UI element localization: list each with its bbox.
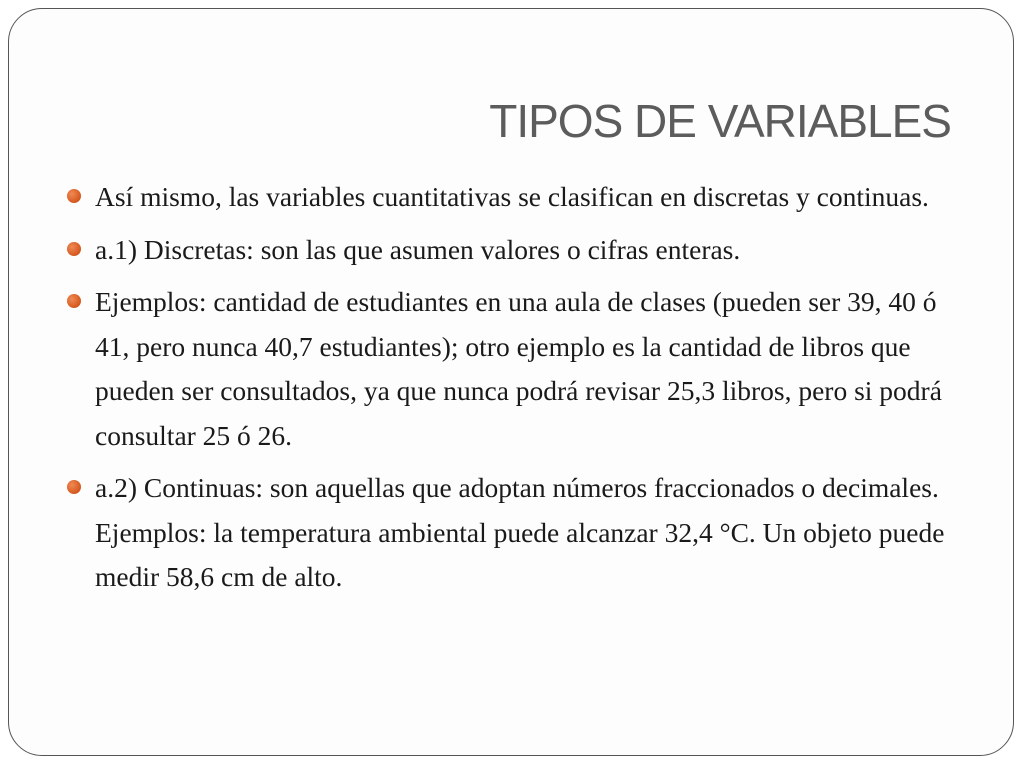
bullet-text: a.1) Discretas: son las que asumen valores o cifras enteras.	[95, 233, 741, 265]
bullet-list	[67, 175, 967, 608]
bullet-item	[67, 280, 967, 458]
bullet-dot-icon	[67, 480, 81, 494]
bullet-text: a.2) Continuas: son aquellas que adoptan números fraccionados o decimales. Ejemplos: la temperatura ambiental puede alcanzar 32,4 °C. Un objeto puede medir 58,6 cm de alto.	[95, 472, 945, 592]
bullet-dot-icon	[67, 189, 81, 203]
bullet-item	[67, 175, 967, 220]
bullet-text: Ejemplos: cantidad de estudiantes en una aula de clases (pueden ser 39, 40 ó 41, pero nunca 40,7 estudiantes); otro ejemplo es la cantidad de libros que pueden ser consultados, ya que nunca podrá revisar 25,3 libros, pero si podrá consultar 25 ó 26.	[95, 286, 942, 451]
slide-frame	[8, 8, 1014, 756]
bullet-text: Así mismo, las variables cuantitativas se clasifican en discretas y continuas.	[95, 181, 929, 212]
slide-title: TIPOS DE VARIABLES	[489, 95, 951, 147]
bullet-item	[67, 228, 967, 273]
bullet-item	[67, 466, 967, 600]
bullet-dot-icon	[67, 294, 81, 308]
bullet-dot-icon	[67, 242, 81, 256]
